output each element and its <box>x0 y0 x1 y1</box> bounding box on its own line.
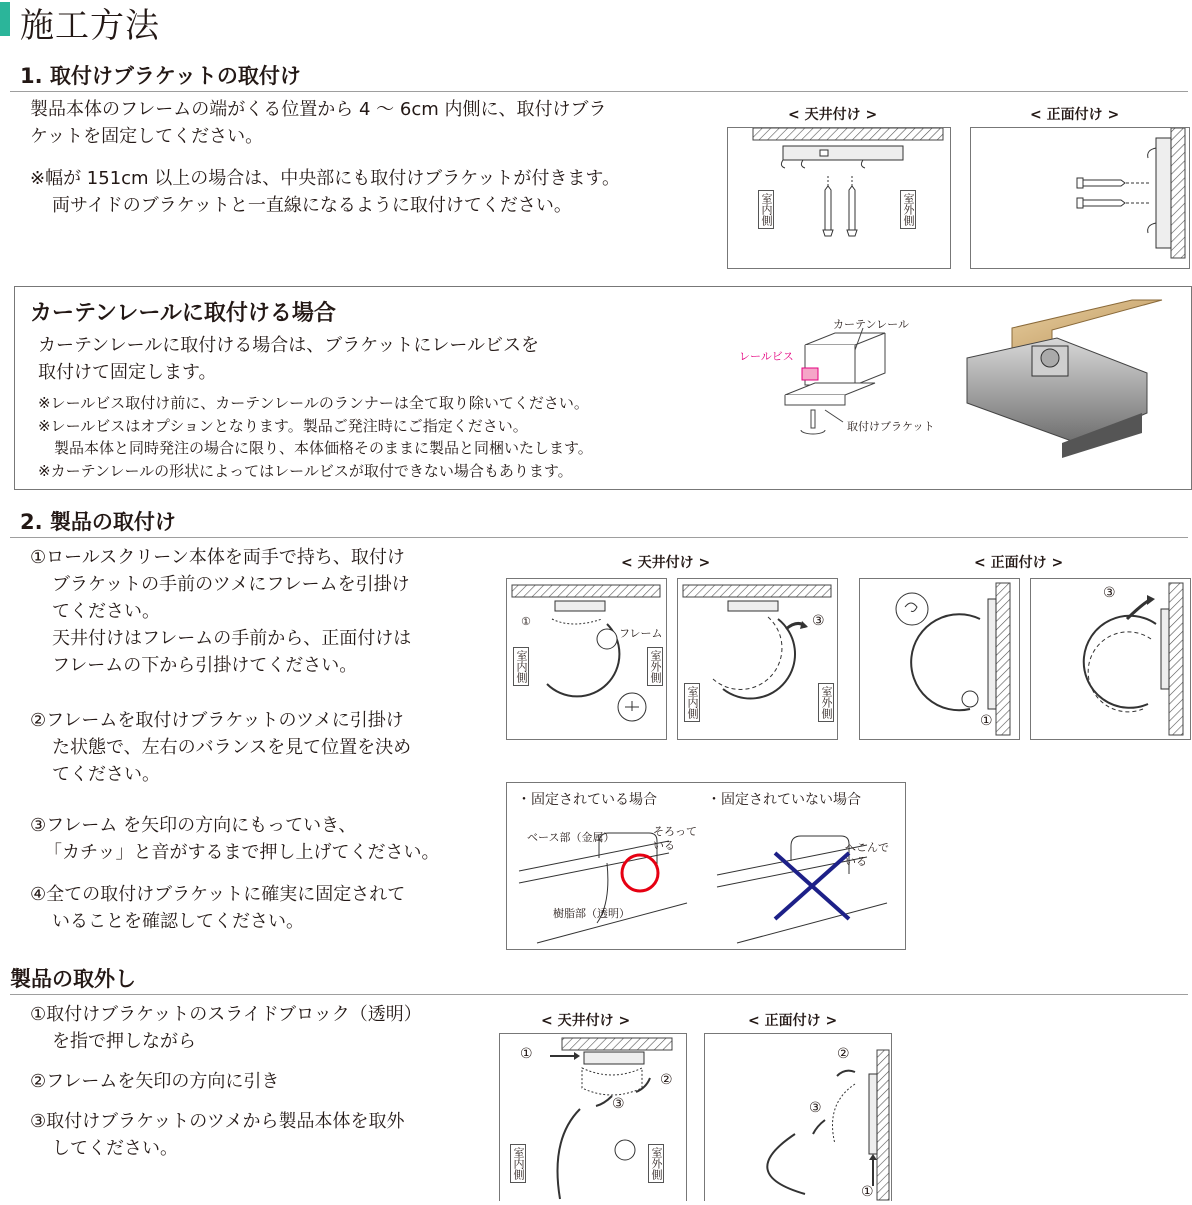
section1-text2-line1: ※幅が 151cm 以上の場合は、中央部にも取付けブラケットが付きます。 <box>30 168 620 189</box>
s1-front-figure <box>970 127 1190 269</box>
curtain-rail-note1: ※レールビス取付け前に、カーテンレールのランナーは全て取り除いてください。 <box>38 394 589 412</box>
s2-front-caption: < 正面付け > <box>974 555 1064 571</box>
s1-ceiling-figure <box>727 127 951 269</box>
fixed-caption: ・固定されている場合 <box>517 792 657 808</box>
not-fixed-caption: ・固定されていない場合 <box>707 792 861 808</box>
s3-front-caption: < 正面付け > <box>748 1013 838 1029</box>
section2-rule <box>10 537 1188 538</box>
hook-frame-ceiling-illustration <box>507 579 666 739</box>
label-resin: 樹脂部（透明） <box>553 907 630 920</box>
s1-label-outside: 室外側 <box>900 190 916 229</box>
s2-step1-line4: 天井付けはフレームの手前から、正面付けは <box>52 628 412 649</box>
curtain-rail-note2-line1: ※レールビスはオプションとなります。製品ご発注時にご指定ください。 <box>38 417 528 435</box>
rotate-frame-front-illustration <box>1031 579 1190 739</box>
s3-step2: ②フレームを矢印の方向に引き <box>30 1071 280 1092</box>
section1-text1-line1: 製品本体のフレームの端がくる位置から 4 〜 6cm 内側に、取付けブラ <box>30 99 607 120</box>
s2-step4-line2: いることを確認してください。 <box>52 911 304 932</box>
s2c-num1: ① <box>980 713 993 729</box>
hook-frame-front-illustration <box>860 579 1019 739</box>
s3b-num2: ② <box>837 1046 850 1062</box>
s1-front-caption: < 正面付け > <box>1030 107 1120 123</box>
curtain-rail-text-line2: 取付けて固定します。 <box>38 362 217 383</box>
label-bracket: 取付けブラケット <box>847 420 935 433</box>
s3a-label-inside: 室内側 <box>510 1144 526 1183</box>
rail-screw-diagram <box>735 310 950 450</box>
page-title: 施工方法 <box>20 6 160 46</box>
s3-front-figure <box>704 1033 892 1201</box>
title-accent-bar <box>0 2 10 36</box>
s3b-num3: ③ <box>809 1100 822 1116</box>
s1-label-inside: 室内側 <box>758 190 774 229</box>
s2d-num3: ③ <box>1103 585 1116 601</box>
s3-step1-line2: を指で押しながら <box>52 1031 196 1052</box>
curtain-rail-heading: カーテンレールに取付ける場合 <box>30 301 336 326</box>
section3-heading: 製品の取外し <box>10 967 136 991</box>
s2-front-figure-d <box>1030 578 1191 740</box>
s2b-num3: ③ <box>812 613 825 629</box>
s3b-num1: ① <box>861 1184 874 1200</box>
s2a-num1: ① <box>521 615 531 628</box>
label-aligned-1: そろって <box>653 825 697 838</box>
s2-step1-line2: ブラケットの手前のツメにフレームを引掛け <box>52 574 410 595</box>
section2-heading: 2. 製品の取付け <box>20 510 176 534</box>
s3-ceiling-figure <box>499 1033 687 1201</box>
s2-step4-line1: ④全ての取付けブラケットに確実に固定されて <box>30 884 406 905</box>
s3-step1-line1: ①取付けブラケットのスライドブロック（透明） <box>30 1004 422 1025</box>
label-base: ベース部（金属） <box>527 831 615 844</box>
s3a-num3: ③ <box>612 1096 625 1112</box>
s3a-num2: ② <box>660 1072 673 1088</box>
section1-heading: 1. 取付けブラケットの取付け <box>20 64 301 88</box>
bracket-photo-illustration <box>962 298 1184 458</box>
curtain-rail-text-line1: カーテンレールに取付ける場合は、ブラケットにレールビスを <box>38 335 540 356</box>
label-aligned-2: いる <box>653 839 675 852</box>
section1-rule <box>10 91 1188 92</box>
s2-step1-line3: てください。 <box>52 601 160 622</box>
section1-text2-line2: 両サイドのブラケットと一直線になるように取付けてください。 <box>52 195 572 216</box>
label-dented-2: いる <box>845 855 867 868</box>
s2-ceiling-figure-a <box>506 578 667 740</box>
rotate-frame-ceiling-illustration <box>678 579 837 739</box>
s3a-num1: ① <box>520 1046 533 1062</box>
s2-step3-line1: ③フレーム を矢印の方向にもっていき、 <box>30 815 357 836</box>
s2a-label-inside: 室内側 <box>513 647 529 686</box>
curtain-rail-note2-line2: 製品本体と同時発注の場合に限り、本体価格そのままに製品と同梱いたします。 <box>54 439 593 457</box>
curtain-rail-note3: ※カーテンレールの形状によってはレールビスが取付できない場合もあります。 <box>38 462 573 480</box>
rail-bracket-photo <box>962 298 1184 458</box>
s2-step2-line2: た状態で、左右のバランスを見て位置を決め <box>52 737 412 758</box>
s2-step2-line1: ②フレームを取付けブラケットのツメに引掛け <box>30 710 404 731</box>
s2a-label-frame: フレーム <box>619 627 663 640</box>
s2-ceiling-caption: < 天井付け > <box>621 555 711 571</box>
front-mount-illustration <box>971 128 1189 268</box>
s2-step1-line5: フレームの下から引掛けてください。 <box>52 655 358 676</box>
label-dented-1: へこんで <box>845 841 889 854</box>
fix-check-figure <box>506 782 906 950</box>
remove-front-illustration <box>705 1034 891 1201</box>
section3-rule <box>10 994 1188 995</box>
s3-step3-line1: ③取付けブラケットのツメから製品本体を取外 <box>30 1111 405 1132</box>
section1-text1-line2: ケットを固定してください。 <box>30 126 264 147</box>
s2-step3-line2: 「カチッ」と音がするまで押し上げてください。 <box>44 842 440 863</box>
s3-step3-line2: してください。 <box>52 1138 178 1159</box>
s2b-label-inside: 室内側 <box>684 683 700 722</box>
s1-ceiling-caption: < 天井付け > <box>788 107 878 123</box>
s2b-label-outside: 室外側 <box>818 683 834 722</box>
label-rail-screw: レールビス <box>739 350 794 363</box>
s3a-label-outside: 室外側 <box>648 1144 664 1183</box>
label-curtain-rail: カーテンレール <box>833 318 909 331</box>
s2-step1-line1: ①ロールスクリーン本体を両手で持ち、取付け <box>30 547 405 568</box>
s3-ceiling-caption: < 天井付け > <box>541 1013 631 1029</box>
s2-front-figure-c <box>859 578 1020 740</box>
s2a-label-outside: 室外側 <box>647 647 663 686</box>
s2-step2-line3: てください。 <box>52 764 160 785</box>
s2-ceiling-figure-b <box>677 578 838 740</box>
